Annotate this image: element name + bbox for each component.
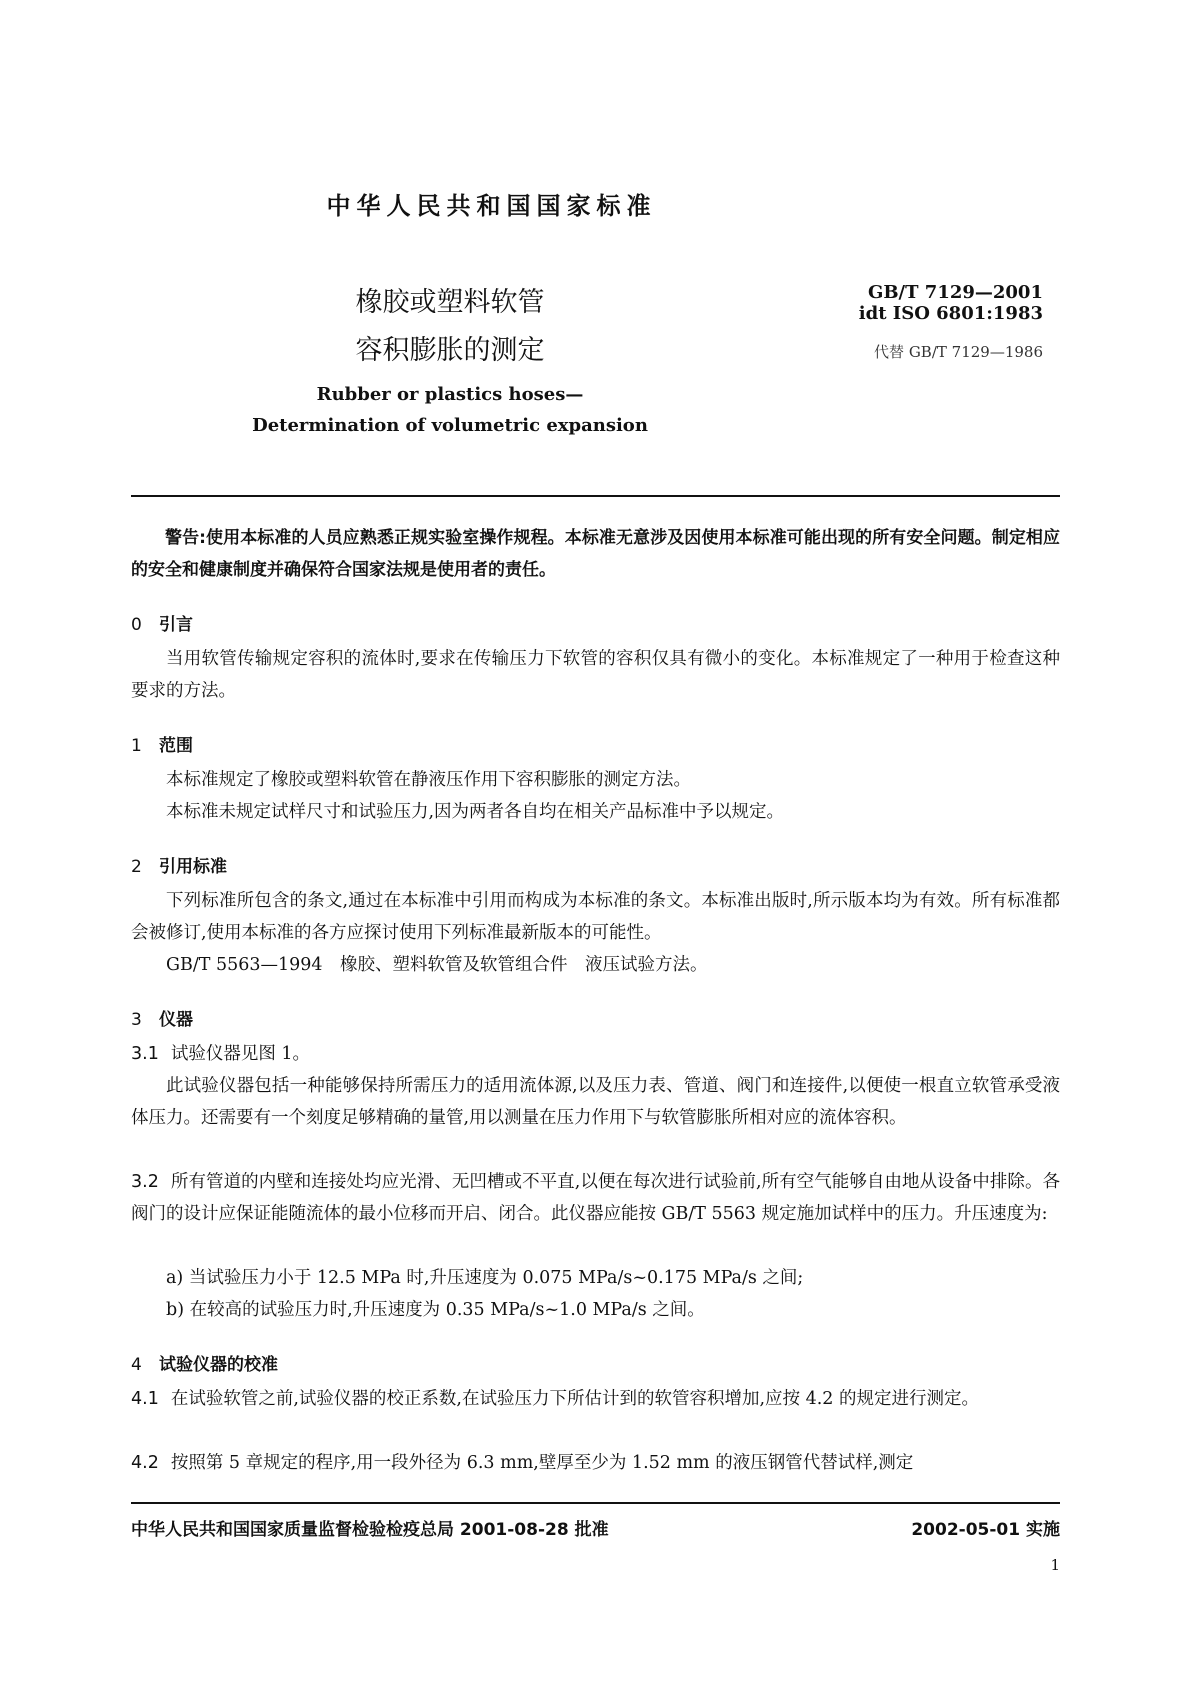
clause-3-2 — [131, 1166, 1060, 1230]
approval-statement: 中华人民共和国国家质量监督检验检疫总局 2001-08-28 批准 — [131, 1520, 609, 1540]
section-heading-apparatus — [131, 1005, 193, 1030]
clause-number: 4.2 — [131, 1453, 159, 1473]
section-number: 0 — [131, 615, 142, 635]
section-number: 4 — [131, 1355, 142, 1375]
clause-text: 试验仪器见图 1。 — [170, 1044, 311, 1064]
clause-number: 3.1 — [131, 1044, 159, 1064]
clause-number: 4.1 — [131, 1389, 159, 1409]
section-heading-calibration — [131, 1350, 278, 1375]
intro-paragraph: 当用软管传输规定容积的流体时,要求在传输压力下软管的容积仅具有微小的变化。本标准规定了一种用于检查这种要求的方法。 — [131, 649, 1060, 701]
page-number: 1 — [1050, 1556, 1060, 1574]
reference-item: GB/T 5563—1994 橡胶、塑料软管及软管组合件 液压试验方法。 — [166, 955, 708, 975]
clause-text: 所有管道的内壁和连接处均应光滑、无凹槽或不平直,以便在每次进行试验前,所有空气能够自由地从设备中排除。各阀门的设计应保证能随流体的最小位移而开启、闭合。此仪器应能按 GB/T 5563 规定施加试样中的压力。升压速度为: — [131, 1172, 1060, 1224]
clause-number: 3.2 — [131, 1172, 159, 1192]
title-english-line1: Rubber or plastics hoses— — [316, 384, 584, 405]
section-heading-references — [131, 852, 227, 877]
standard-replaces: 代替 GB/T 7129—1986 — [874, 343, 1043, 361]
footer-divider — [131, 1502, 1060, 1504]
section-title: 范围 — [159, 736, 193, 756]
clause-3-1 — [131, 1038, 1060, 1070]
section-number: 1 — [131, 736, 142, 756]
warning-paragraph: 警告:使用本标准的人员应熟悉正规实验室操作规程。本标准无意涉及因使用本标准可能出现的所有安全问题。制定相应的安全和健康制度并确保符合国家法规是使用者的责任。 — [131, 528, 1060, 580]
title-english-line2: Determination of volumetric expansion — [252, 415, 648, 436]
section-heading-scope — [131, 731, 193, 756]
header-divider — [131, 495, 1060, 497]
title-chinese-line2: 容积膨胀的测定 — [355, 335, 545, 366]
standard-equivalence: idt ISO 6801:1983 — [858, 303, 1043, 324]
section-heading-intro — [131, 610, 193, 635]
title-chinese-line1: 橡胶或塑料软管 — [355, 287, 545, 318]
scope-paragraph-1: 本标准规定了橡胶或塑料软管在静液压作用下容积膨胀的测定方法。 — [166, 770, 691, 790]
clause-4-1 — [131, 1383, 1060, 1415]
section-title: 试验仪器的校准 — [159, 1355, 278, 1375]
section-number: 2 — [131, 857, 142, 877]
list-item-b: b) 在较高的试验压力时,升压速度为 0.35 MPa/s~1.0 MPa/s 之间。 — [166, 1300, 705, 1320]
implementation-date: 2002-05-01 实施 — [911, 1520, 1060, 1540]
clause-3-1-paragraph: 此试验仪器包括一种能够保持所需压力的适用流体源,以及压力表、管道、阀门和连接件,以便使一根直立软管承受液体压力。还需要有一个刻度足够精确的量管,用以测量在压力作用下与软管膨胀所相对应的流体容积。 — [131, 1076, 1060, 1128]
section-title: 仪器 — [159, 1010, 193, 1030]
section-title: 引言 — [159, 615, 193, 635]
section-title: 引用标准 — [159, 857, 227, 877]
section-number: 3 — [131, 1010, 142, 1030]
list-item-a: a) 当试验压力小于 12.5 MPa 时,升压速度为 0.075 MPa/s~0.175 MPa/s 之间; — [166, 1268, 804, 1288]
clause-4-2 — [131, 1447, 1060, 1479]
standard-heading: 中华人民共和国国家标准 — [326, 192, 657, 220]
clause-text: 在试验软管之前,试验仪器的校正系数,在试验压力下所估计到的软管容积增加,应按 4.2 的规定进行测定。 — [170, 1389, 979, 1409]
scope-paragraph-2: 本标准未规定试样尺寸和试验压力,因为两者各自均在相关产品标准中予以规定。 — [166, 802, 785, 822]
clause-text: 按照第 5 章规定的程序,用一段外径为 6.3 mm,壁厚至少为 1.52 mm 的液压钢管代替试样,测定 — [170, 1453, 914, 1473]
references-paragraph: 下列标准所包含的条文,通过在本标准中引用而构成为本标准的条文。本标准出版时,所示版本均为有效。所有标准都会被修订,使用本标准的各方应探讨使用下列标准最新版本的可能性。 — [131, 891, 1060, 943]
standard-code: GB/T 7129—2001 — [867, 282, 1043, 303]
